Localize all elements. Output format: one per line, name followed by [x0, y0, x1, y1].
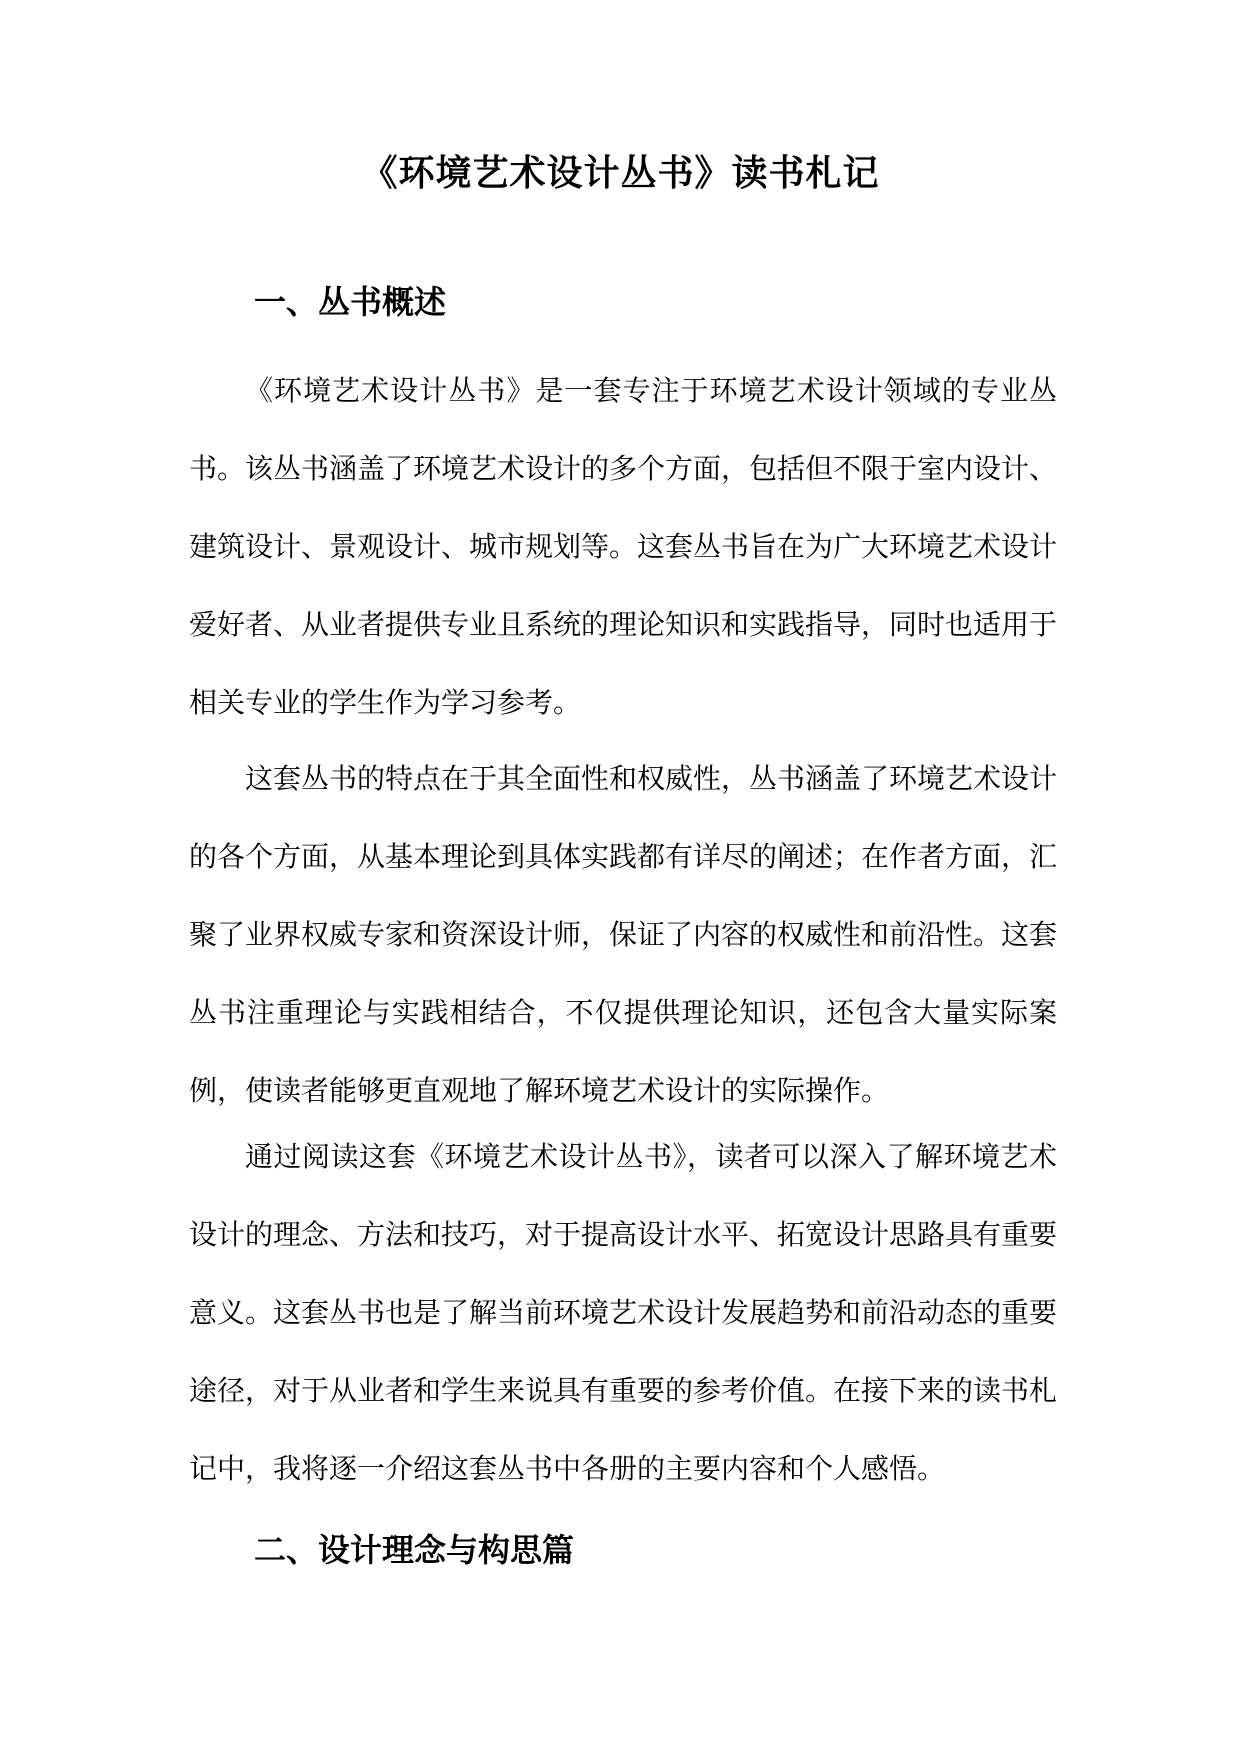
document-title: 《环境艺术设计丛书》读书札记 — [361, 152, 880, 194]
section-heading-overview: 一、丛书概述 — [254, 283, 447, 321]
section-heading-design-concept: 二、设计理念与构思篇 — [254, 1531, 575, 1569]
paragraph-overview-1: 《环境艺术设计丛书》是一套专注于环境艺术设计领域的专业丛书。该丛书涵盖了环境艺术设计的多个方面，包括但不限于室内设计、建筑设计、景观设计、城市规划等。这套丛书旨在为广大环境艺术设计爱好者、从业者提供专业且系统的理论知识和实践指导，同时也适用于相关专业的学生作为学习参考。 — [189, 374, 1058, 719]
paragraph-overview-3: 通过阅读这套《环境艺术设计丛书》，读者可以深入了解环境艺术设计的理念、方法和技巧，对于提高设计水平、拓宽设计思路具有重要意义。这套丛书也是了解当前环境艺术设计发展趋势和前沿动态的重要途径，对于从业者和学生来说具有重要的参考价值。在接下来的读书札记中，我将逐一介绍这套丛书中各册的主要内容和个人感悟。 — [189, 1140, 1058, 1485]
paragraph-overview-2: 这套丛书的特点在于其全面性和权威性，丛书涵盖了环境艺术设计的各个方面，从基本理论到具体实践都有详尽的阐述；在作者方面，汇聚了业界权威专家和资深设计师，保证了内容的权威性和前沿性。这套丛书注重理论与实践相结合，不仅提供理论知识，还包含大量实际案例，使读者能够更直观地了解环境艺术设计的实际操作。 — [189, 762, 1058, 1107]
